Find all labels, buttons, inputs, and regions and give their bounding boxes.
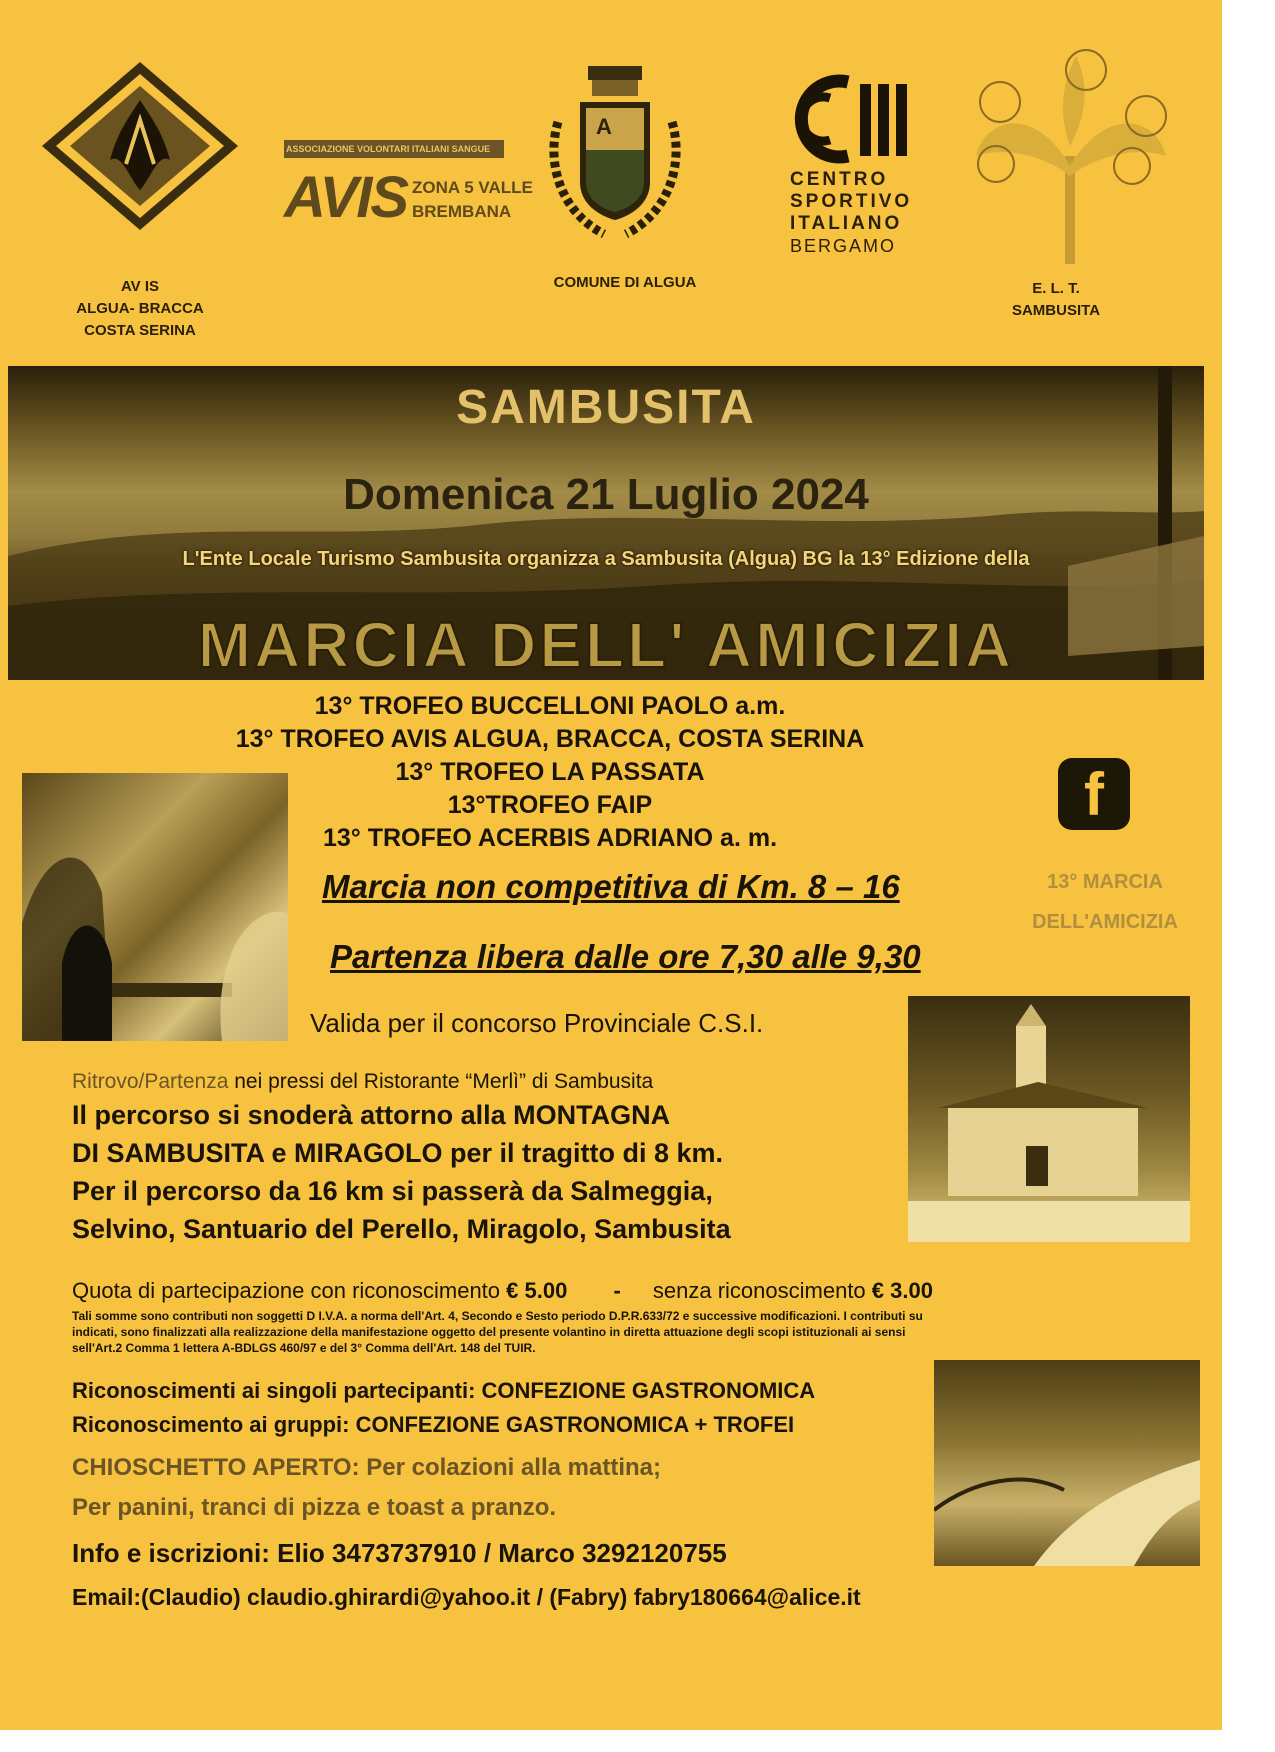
ritrovo-text: nei pressi del Ristorante “Merlì” di Sambusita	[228, 1070, 654, 1093]
caption-line: SAMBUSITA	[1011, 302, 1101, 319]
chioschetto-label: CHIOSCHETTO APERTO:	[72, 1454, 360, 1481]
avis-brand: AVIS	[284, 165, 408, 230]
quota-with-label: Quota di partecipazione con riconoscimento	[72, 1278, 507, 1303]
csi-line3: ITALIANO	[790, 213, 903, 234]
fineprint-line: Tali somme sono contributi non soggetti D I.V.A. a norma dell'Art. 4, Secondo e Sesto periodo D.P.R.633/72 e successive modificazioni. I contributi su	[72, 1309, 923, 1323]
csi-line2: SPORTIVO	[790, 191, 913, 212]
avis-zone-top-text: ASSOCIAZIONE VOLONTARI ITALIANI SANGUE	[284, 140, 504, 158]
church-photo	[908, 996, 1190, 1242]
avis-zone-line2: BREMBANA	[412, 202, 512, 221]
banner-event-title: MARCIA DELL' AMICIZIA	[197, 609, 1015, 680]
trophy-line: 13° TROFEO ACERBIS ADRIANO a. m.	[322, 824, 778, 852]
facebook-caption-line1: 13° MARCIA	[1047, 871, 1163, 893]
avis-emblem-logo	[40, 60, 240, 232]
chioschetto-line1	[72, 1454, 661, 1482]
riconoscimento-line: Riconoscimento ai gruppi: CONFEZIONE GASTRONOMICA + TROFEI	[72, 1412, 795, 1437]
quota-with-price: € 5.00	[506, 1278, 568, 1303]
trophy-line: 13° TROFEO BUCCELLONI PAOLO a.m.	[314, 692, 786, 720]
quota-separator: -	[613, 1278, 621, 1303]
fineprint-line: sell'Art.2 Comma 1 lettera A-BDLGS 460/97 e del 3° Comma dell'Art. 148 del TUIR.	[72, 1341, 536, 1355]
banner-date: Domenica 21 Luglio 2024	[343, 470, 869, 519]
chioschetto-line2: Per panini, tranci di pizza e toast a pranzo.	[72, 1494, 557, 1521]
caption-line: COSTA SERINA	[84, 322, 196, 339]
quota-without-price: € 3.00	[871, 1278, 933, 1303]
chioschetto-text: Per colazioni alla mattina;	[359, 1454, 661, 1481]
crest-letter: A	[596, 114, 612, 139]
avis-zone-line1: ZONA 5 VALLE	[412, 178, 533, 197]
csi-logo	[790, 74, 930, 264]
trophy-line: 13°TROFEO FAIP	[447, 791, 653, 819]
ritrovo-line	[72, 1070, 653, 1094]
facebook-link[interactable]	[1058, 758, 1130, 830]
trophy-line: 13° TROFEO AVIS ALGUA, BRACCA, COSTA SERINA	[235, 725, 865, 753]
caption-line: E. L. T.	[1032, 280, 1080, 297]
percorso-line: Il percorso si snoderà attorno alla MONTAGNA	[72, 1100, 671, 1130]
caption-line: ALGUA- BRACCA	[76, 300, 204, 317]
hero-banner	[8, 366, 1204, 680]
trophy-line: 13° TROFEO LA PASSATA	[395, 758, 705, 786]
avis-zone-logo	[284, 140, 533, 242]
email-contacts[interactable]: Email:(Claudio) claudio.ghirardi@yahoo.it / (Fabry) fabry180664@alice.it	[72, 1584, 861, 1610]
fineprint-line: indicati, sono finalizzati alla realizzazione della manifestazione oggetto del presente volantino in diretta attuazione degli scopi istituzionali ai sensi	[72, 1325, 906, 1339]
comune-caption: COMUNE DI ALGUA	[553, 274, 697, 291]
bridge-photo	[22, 773, 288, 1041]
percorso-line: DI SAMBUSITA e MIRAGOLO per il tragitto di 8 km.	[72, 1138, 724, 1168]
quota-line	[72, 1278, 933, 1304]
fineprint	[72, 1308, 1132, 1356]
ritrovo-label: Ritrovo/Partenza	[72, 1070, 229, 1093]
marcia-distance: Marcia non competitiva di Km. 8 – 16	[322, 868, 900, 905]
csi-line4: BERGAMO	[790, 236, 897, 256]
csi-line1: CENTRO	[790, 169, 889, 190]
elt-logo	[966, 46, 1176, 266]
percorso-line: Selvino, Santuario del Perello, Miragolo, Sambusita	[72, 1214, 731, 1244]
riconoscimento-line: Riconoscimenti ai singoli partecipanti: CONFEZIONE GASTRONOMICA	[72, 1378, 816, 1403]
banner-place: SAMBUSITA	[456, 381, 756, 434]
valida-note: Valida per il concorso Provinciale C.S.I.	[310, 1008, 764, 1038]
quota-without-label: senza riconoscimento	[652, 1278, 872, 1303]
elt-caption	[966, 278, 1146, 322]
partenza-time: Partenza libera dalle ore 7,30 alle 9,30	[330, 938, 921, 975]
facebook-icon: f	[1084, 761, 1104, 828]
comune-crest-logo	[540, 62, 690, 252]
info-contacts: Info e iscrizioni: Elio 3473737910 / Marco 3292120755	[72, 1538, 727, 1568]
banner-organizer: L'Ente Locale Turismo Sambusita organizza a Sambusita (Algua) BG la 13° Edizione della	[182, 548, 1030, 570]
percorso-line: Per il percorso da 16 km si passerà da Salmeggia,	[72, 1176, 713, 1206]
path-photo	[934, 1360, 1200, 1566]
caption-line: AV IS	[120, 278, 160, 295]
facebook-caption-line2: DELL'AMICIZIA	[1032, 911, 1178, 933]
avis-emblem-caption	[40, 276, 240, 342]
facebook-caption	[1000, 862, 1210, 942]
